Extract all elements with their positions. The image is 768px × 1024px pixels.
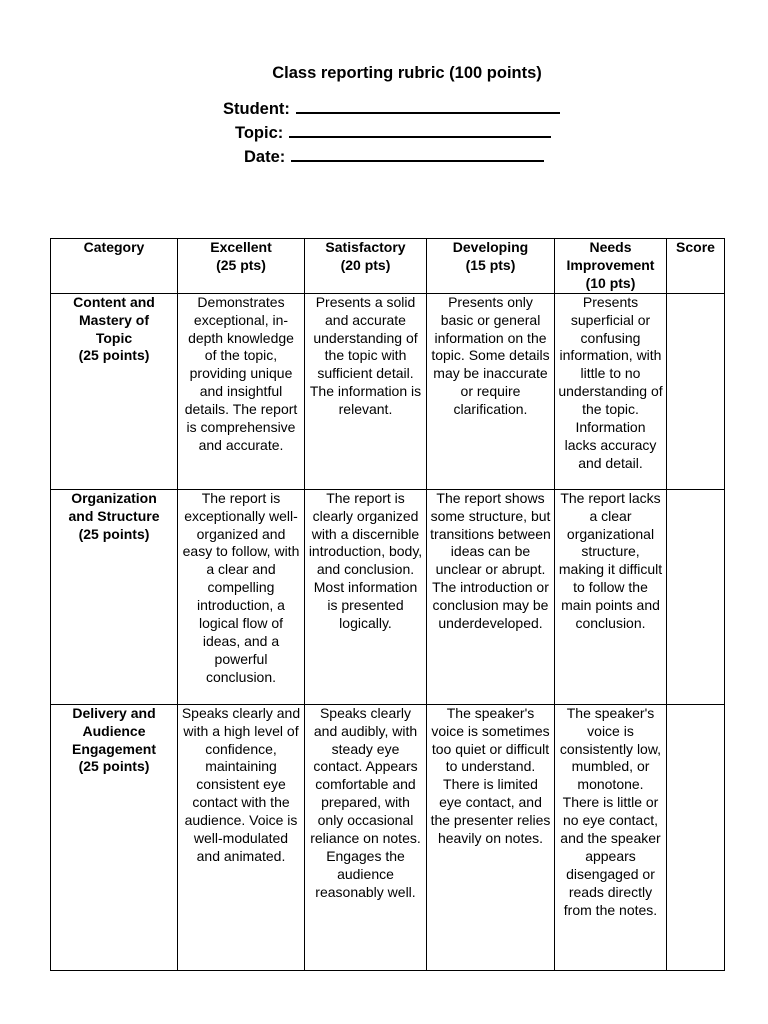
header-satisfactory: Satisfactory (20 pts) bbox=[305, 239, 427, 294]
date-field bbox=[244, 146, 544, 167]
developing-cell: The speaker's voice is sometimes too quiet or difficult to understand. There is limited eye contact, and the presenter relies heavily on notes. bbox=[427, 704, 555, 970]
score-cell[interactable] bbox=[667, 704, 725, 970]
table-row bbox=[51, 704, 725, 970]
header-score: Score bbox=[667, 239, 725, 294]
category-cell: Content and Mastery of Topic (25 points) bbox=[51, 293, 178, 489]
category-cell: Organization and Structure (25 points) bbox=[51, 489, 178, 704]
header-category: Category bbox=[51, 239, 178, 294]
date-label: Date: bbox=[244, 148, 286, 166]
excellent-cell: The report is exceptionally well-organized and easy to follow, with a clear and compelling introduction, a logical flow of ideas, and a powerful conclusion. bbox=[178, 489, 305, 704]
score-cell[interactable] bbox=[667, 489, 725, 704]
header-developing: Developing (15 pts) bbox=[427, 239, 555, 294]
date-blank-line[interactable] bbox=[291, 146, 544, 162]
needs-improvement-cell: The speaker's voice is consistently low, mumbled, or monotone. There is little or no eye contact, and the speaker appears disengaged or reads directly from the notes. bbox=[555, 704, 667, 970]
document-title: Class reporting rubric (100 points) bbox=[272, 64, 542, 82]
developing-cell: The report shows some structure, but transitions between ideas can be unclear or abrupt. The introduction or conclusion may be underdeveloped. bbox=[427, 489, 555, 704]
excellent-cell: Demonstrates exceptional, in-depth knowledge of the topic, providing unique and insightful details. The report is comprehensive and accurate. bbox=[178, 293, 305, 489]
topic-field bbox=[235, 122, 551, 143]
header-row bbox=[51, 239, 725, 294]
developing-cell: Presents only basic or general information on the topic. Some details may be inaccurate or require clarification. bbox=[427, 293, 555, 489]
satisfactory-cell: The report is clearly organized with a discernible introduction, body, and conclusion. Most information is presented logically. bbox=[305, 489, 427, 704]
excellent-cell: Speaks clearly and with a high level of confidence, maintaining consistent eye contact with the audience. Voice is well-modulated and animated. bbox=[178, 704, 305, 970]
rubric-table bbox=[50, 238, 725, 971]
header-excellent: Excellent (25 pts) bbox=[178, 239, 305, 294]
satisfactory-cell: Speaks clearly and audibly, with steady eye contact. Appears comfortable and prepared, with only occasional reliance on notes. Engages the audience reasonably well. bbox=[305, 704, 427, 970]
needs-improvement-cell: The report lacks a clear organizational structure, making it difficult to follow the main points and conclusion. bbox=[555, 489, 667, 704]
student-field bbox=[223, 98, 560, 119]
satisfactory-cell: Presents a solid and accurate understanding of the topic with sufficient detail. The information is relevant. bbox=[305, 293, 427, 489]
student-label: Student: bbox=[223, 100, 290, 118]
needs-improvement-cell: Presents superficial or confusing information, with little to no understanding of the topic. Information lacks accuracy and detail. bbox=[555, 293, 667, 489]
table-row bbox=[51, 293, 725, 489]
score-cell[interactable] bbox=[667, 293, 725, 489]
category-cell: Delivery and Audience Engagement (25 points) bbox=[51, 704, 178, 970]
topic-blank-line[interactable] bbox=[289, 122, 551, 138]
header-needs-improvement: Needs Improvement (10 pts) bbox=[555, 239, 667, 294]
table-row bbox=[51, 489, 725, 704]
student-blank-line[interactable] bbox=[296, 98, 560, 114]
topic-label: Topic: bbox=[235, 124, 284, 142]
